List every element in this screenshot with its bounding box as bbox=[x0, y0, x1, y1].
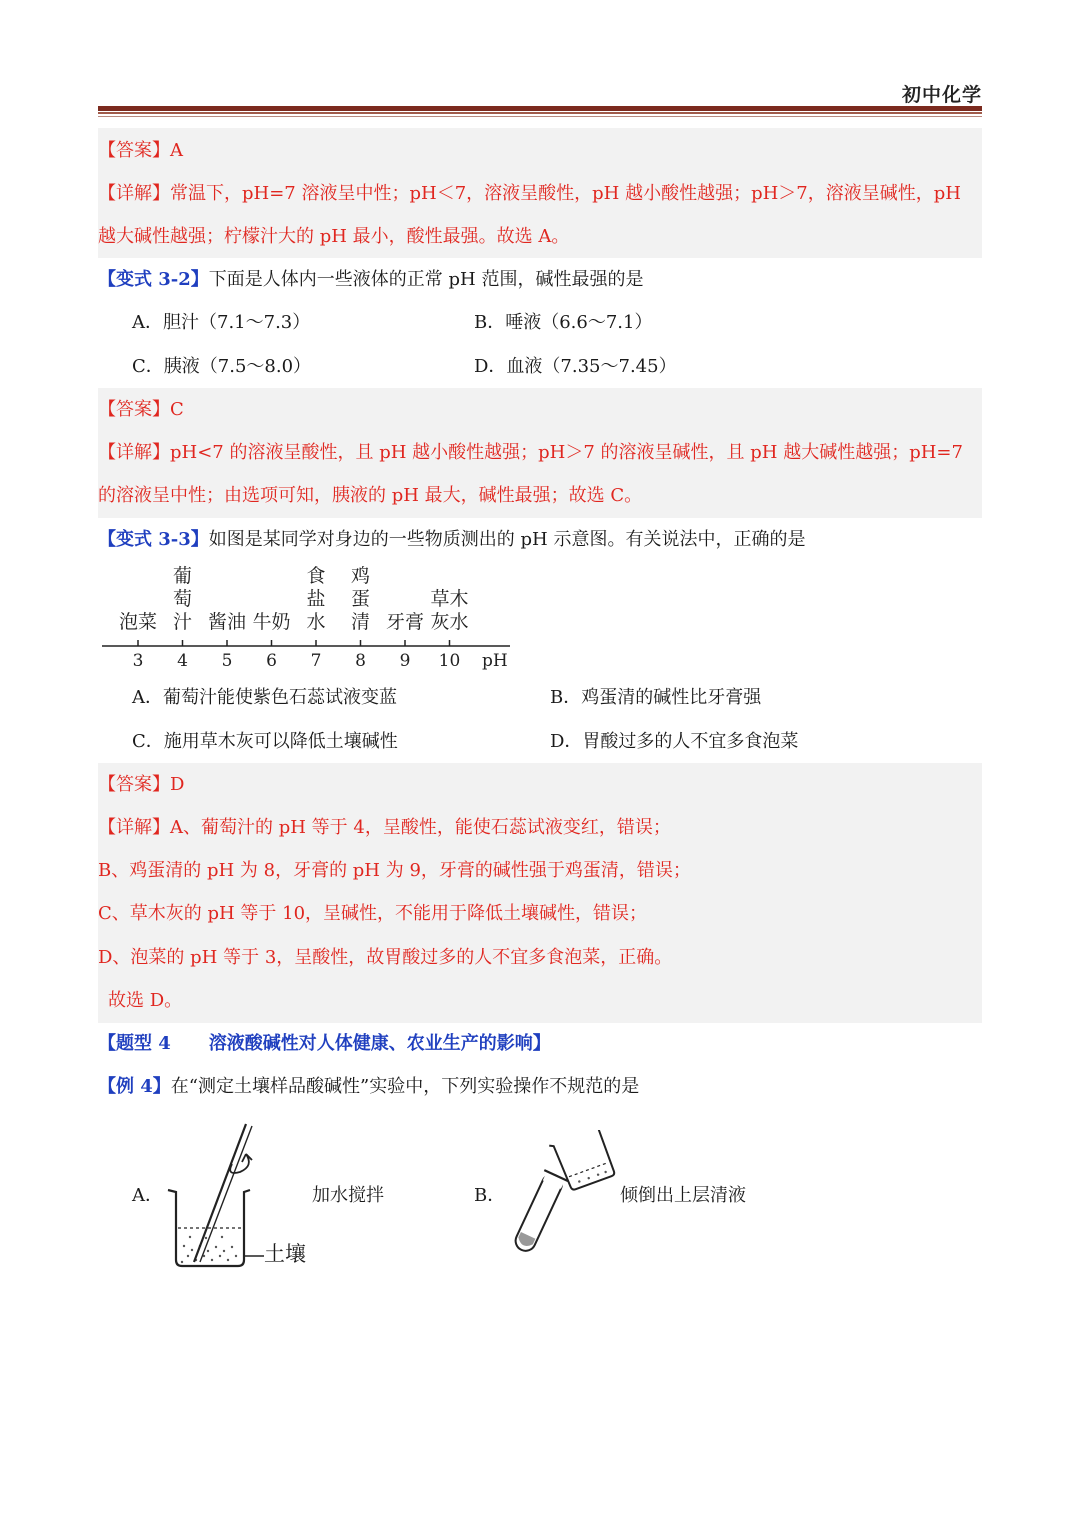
example-4 bbox=[98, 1075, 639, 1099]
question-text: 下面是人体内一些液体的正常 pH 范围，碱性最强的是 bbox=[208, 269, 644, 290]
answer-value: A bbox=[170, 140, 183, 161]
question-3-2 bbox=[98, 268, 643, 292]
ph-substance-label: 灰水 bbox=[430, 611, 469, 633]
section-tag: 【题型 4 bbox=[98, 1033, 171, 1054]
ph-tick-label: 10 bbox=[438, 651, 461, 671]
ph-tick-label: 6 bbox=[266, 651, 277, 671]
ph-tick-label: 7 bbox=[310, 651, 322, 671]
answer-tag: 【答案】 bbox=[98, 399, 170, 420]
question-tag: 【变式 3-3】 bbox=[98, 529, 209, 550]
ph-substance-labels bbox=[119, 565, 469, 633]
answer-1 bbox=[98, 139, 183, 163]
option-a-letter: A． bbox=[132, 1185, 163, 1206]
ph-substance-label: 酱油 bbox=[207, 611, 247, 633]
ph-substance-label: 草木 bbox=[430, 588, 469, 610]
header-rule-thin bbox=[98, 112, 982, 114]
ph-ticks bbox=[133, 640, 461, 671]
ph-substance-label: 泡菜 bbox=[118, 611, 158, 633]
option-c: C．胰液（7.5～8.0） bbox=[132, 356, 312, 377]
ph-unit-label: pH bbox=[482, 651, 508, 671]
detail-text: 常温下，pH=7 溶液呈中性；pH＜7，溶液呈酸性，pH 越小酸性越强；pH＞7，溶液呈碱性，pH bbox=[170, 183, 961, 204]
header-rule bbox=[98, 106, 982, 111]
detail-3-line-3: C、草木灰的 pH 等于 10，呈碱性，不能用于降低土壤碱性，错误； bbox=[98, 903, 648, 924]
ph-scale-diagram bbox=[98, 562, 518, 674]
option-a: A．胆汁（7.1～7.3） bbox=[132, 312, 311, 333]
ph-substance-label: 葡 bbox=[172, 565, 193, 587]
question-text: 如图是某同学对身边的一些物质测出的 pH 示意图。有关说法中，正确的是 bbox=[208, 529, 806, 550]
detail-tag: 【详解】 bbox=[98, 442, 170, 463]
option-a: A．葡萄汁能使紫色石蕊试液变蓝 bbox=[132, 687, 397, 708]
ph-substance-label: 水 bbox=[306, 611, 326, 633]
detail-3-line-1 bbox=[98, 816, 671, 840]
option-b-label: 倾倒出上层清液 bbox=[620, 1185, 746, 1206]
ph-substance-label: 清 bbox=[350, 611, 371, 633]
answer-block-3 bbox=[98, 763, 982, 1023]
question-tag: 【变式 3-2】 bbox=[98, 269, 209, 290]
option-a-label: 加水搅拌 bbox=[312, 1185, 384, 1206]
detail-1-line-2: 越大碱性越强；柠檬汁大的 pH 最小，酸性最强。故选 A。 bbox=[98, 226, 570, 247]
pouring-illustration bbox=[500, 1130, 620, 1260]
page-header-title: 初中化学 bbox=[901, 84, 982, 106]
ph-substance-label: 蛋 bbox=[350, 588, 371, 610]
example-tag: 【例 4】 bbox=[98, 1076, 171, 1097]
ph-substance-label: 萄 bbox=[172, 588, 193, 610]
detail-1-line-1 bbox=[98, 182, 961, 206]
option-b: B．唾液（6.6～7.1） bbox=[474, 312, 653, 333]
answer-2 bbox=[98, 398, 184, 422]
option-b-letter: B． bbox=[474, 1185, 506, 1206]
detail-3-line-5: 故选 D。 bbox=[108, 990, 183, 1011]
ph-tick-label: 4 bbox=[177, 651, 188, 671]
example-text: 在“测定土壤样品酸碱性”实验中，下列实验操作不规范的是 bbox=[170, 1076, 640, 1097]
ph-tick-label: 8 bbox=[355, 651, 366, 671]
option-d: D．血液（7.35～7.45） bbox=[474, 356, 677, 377]
ph-substance-label: 食 bbox=[306, 565, 326, 587]
answer-tag: 【答案】 bbox=[98, 774, 170, 795]
ph-substance-label: 汁 bbox=[172, 611, 193, 633]
soil-label: 土壤 bbox=[264, 1242, 306, 1266]
section-title: 溶液酸碱性对人体健康、农业生产的影响】 bbox=[208, 1033, 551, 1054]
header-rule-thin-2 bbox=[98, 116, 982, 117]
detail-2-line-2: 的溶液呈中性；由选项可知，胰液的 pH 最大，碱性最强；故选 C。 bbox=[98, 485, 643, 506]
ph-tick-label: 9 bbox=[399, 651, 411, 671]
answer-value: D bbox=[170, 774, 185, 795]
detail-tag: 【详解】 bbox=[98, 817, 170, 838]
option-b: B．鸡蛋清的碱性比牙膏强 bbox=[550, 687, 762, 708]
answer-value: C bbox=[170, 399, 184, 420]
section-4-heading bbox=[98, 1032, 551, 1056]
ph-substance-label: 盐 bbox=[306, 588, 326, 610]
option-c: C．施用草木灰可以降低土壤碱性 bbox=[132, 731, 398, 752]
detail-text: A、葡萄汁的 pH 等于 4，呈酸性，能使石蕊试液变红，错误； bbox=[170, 817, 671, 838]
detail-3-line-2: B、鸡蛋清的 pH 为 8，牙膏的 pH 为 9，牙膏的碱性强于鸡蛋清，错误； bbox=[98, 860, 691, 881]
ph-tick-label: 3 bbox=[132, 651, 144, 671]
detail-3-line-4: D、泡菜的 pH 等于 3，呈酸性，故胃酸过多的人不宜多食泡菜，正确。 bbox=[98, 947, 673, 968]
question-3-3 bbox=[98, 528, 805, 552]
option-d: D．胃酸过多的人不宜多食泡菜 bbox=[550, 731, 799, 752]
detail-2-line-1 bbox=[98, 441, 963, 465]
answer-tag: 【答案】 bbox=[98, 140, 170, 161]
detail-tag: 【详解】 bbox=[98, 183, 170, 204]
ph-substance-label: 鸡 bbox=[350, 565, 371, 587]
ph-tick-label: 5 bbox=[221, 651, 233, 671]
answer-3 bbox=[98, 773, 184, 797]
ph-substance-label: 牛奶 bbox=[252, 611, 291, 633]
detail-text: pH<7 的溶液呈酸性，且 pH 越小酸性越强；pH＞7 的溶液呈碱性，且 pH 越大碱性越强；pH=7 bbox=[170, 442, 963, 463]
ph-substance-label: 牙膏 bbox=[385, 611, 425, 633]
